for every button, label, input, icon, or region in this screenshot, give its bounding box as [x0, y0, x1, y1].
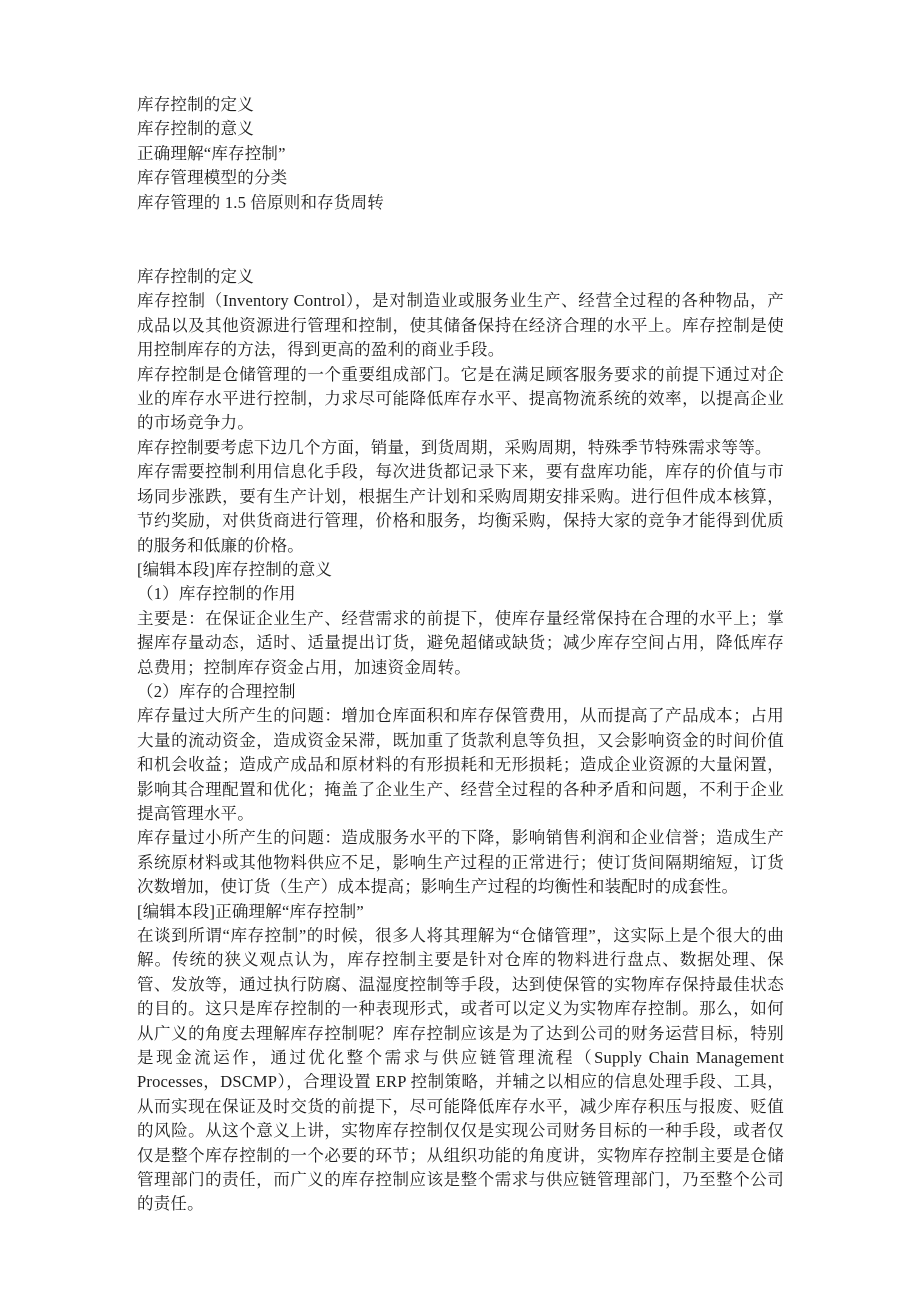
section-heading: 库存控制的定义 [137, 267, 254, 287]
toc-list [137, 93, 784, 215]
toc-item: 库存控制的意义 [137, 119, 254, 139]
section-heading: [编辑本段]库存控制的意义 [137, 559, 333, 579]
body-text [137, 265, 784, 1217]
toc-item: 库存管理的 1.5 倍原则和存货周转 [137, 192, 384, 212]
paragraph: 库存控制是仓储管理的一个重要组成部门。它是在满足顾客服务要求的前提下通过对企业的库存水平进行控制，力求尽可能降低库存水平、提高物流系统的效率，以提高企业的市场竞争力。 [137, 364, 784, 433]
paragraph: 主要是：在保证企业生产、经营需求的前提下，使库存量经常保持在合理的水平上；掌握库存量动态，适时、适量提出订货，避免超储或缺货；减少库存空间占用，降低库存总费用；控制库存资金占用，加速资金周转。 [137, 608, 784, 677]
toc-item: 正确理解“库存控制” [137, 143, 286, 163]
section-heading: [编辑本段]正确理解“库存控制” [137, 901, 364, 921]
paragraph: 库存量过小所产生的问题：造成服务水平的下降，影响销售利润和企业信誉；造成生产系统原材料或其他物料供应不足，影响生产过程的正常进行；使订货间隔期缩短，订货次数增加，使订货（生产）成本提高；影响生产过程的均衡性和装配时的成套性。 [137, 828, 784, 897]
toc-item: 库存控制的定义 [137, 95, 254, 114]
paragraph: 在谈到所谓“库存控制”的时候，很多人将其理解为“仓储管理”，这实际上是个很大的曲解。传统的狭义观点认为，库存控制主要是针对仓库的物料进行盘点、数据处理、保管、发放等，通过执行防腐、温湿度控制等手段，达到使保管的实物库存保持最佳状态的目的。这只是库存控制的一种表现形式，或者可以定义为实物库存控制。那么，如何从广义的角度去理解库存控制呢？库存控制应该是为了达到公司的财务运营目标，特别是现金流运作，通过优化整个需求与供应链管理流程（Supply Chain Management Processes，DSCMP），合理设置 ERP 控制策略，并辅之以相应的信息处理手段、工具，从而实现在保证及时交货的前提下，尽可能降低库存水平，减少库存积压与报废、贬值的风险。从这个意义上讲，实物库存控制仅仅是实现公司财务目标的一种手段，或者仅仅是整个库存控制的一个必要的环节；从组织功能的角度讲，实物库存控制主要是仓储管理部门的责任，而广义的库存控制应该是整个需求与供应链管理部门，乃至整个公司的责任。 [137, 926, 784, 1214]
toc-item: 库存管理模型的分类 [137, 168, 288, 188]
paragraph: 库存需要控制利用信息化手段，每次进货都记录下来，要有盘库功能，库存的价值与市场同步涨跌，要有生产计划，根据生产计划和采购周期安排采购。进行但件成本核算，节约奖励，对供货商进行管理，价格和服务，均衡采购，保持大家的竞争才能得到优质的服务和低廉的价格。 [137, 462, 784, 555]
paragraph: 库存量过大所产生的问题：增加仓库面积和库存保管费用，从而提高了产品成本；占用大量的流动资金，造成资金呆滞，既加重了货款利息等负担，又会影响资金的时间价值和机会收益；造成产成品和原材料的有形损耗和无形损耗；造成企业资源的大量闲置，影响其合理配置和优化；掩盖了企业生产、经营全过程的各种矛盾和问题，不利于企业提高管理水平。 [137, 706, 784, 823]
paragraph: 库存控制要考虑下边几个方面，销量，到货周期，采购周期，特殊季节特殊需求等等。 [137, 437, 772, 457]
sub-heading: （2）库存的合理控制 [137, 681, 296, 701]
sub-heading: （1）库存控制的作用 [137, 584, 296, 604]
paragraph: 库存控制（Inventory Control），是对制造业或服务业生产、经营全过程的各种物品，产成品以及其他资源进行管理和控制，使其储备保持在经济合理的水平上。库存控制是使用控制库存的方法，得到更高的盈利的商业手段。 [137, 291, 784, 360]
document-content [137, 93, 784, 1217]
